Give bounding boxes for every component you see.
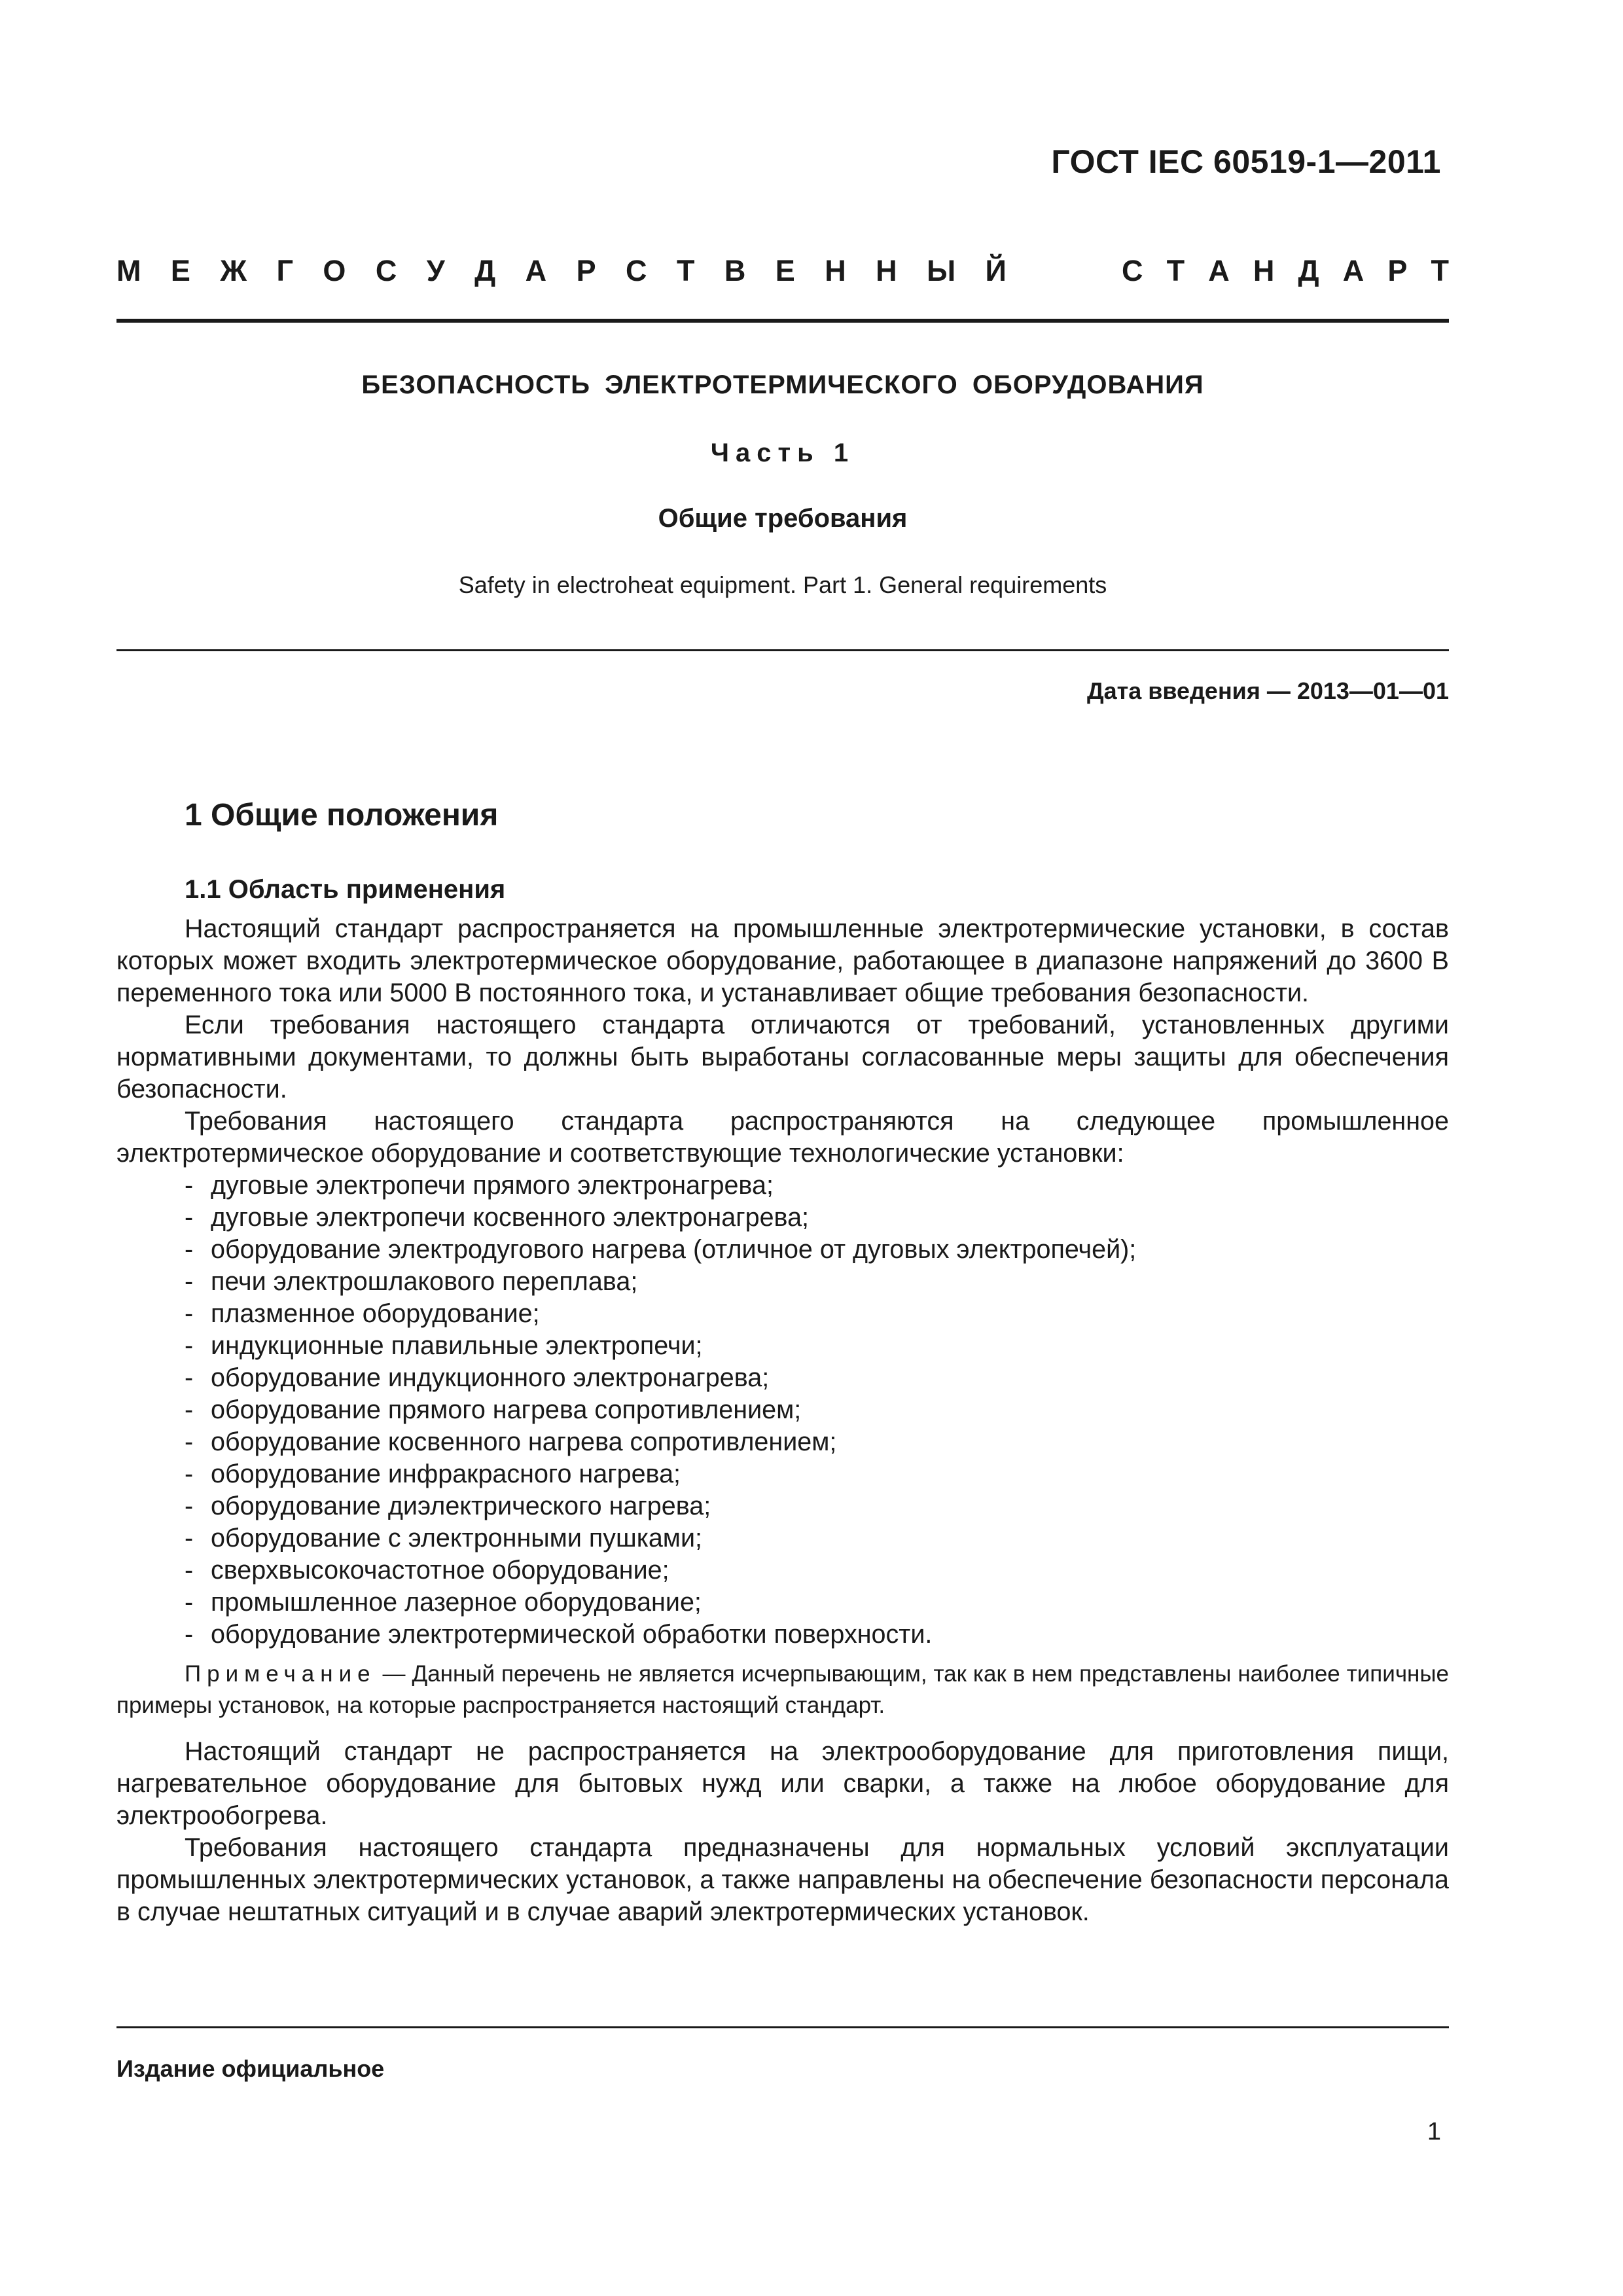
- paragraph: Требования настоящего стандарта распространяются на следующее промышленное электротермическое оборудование и соответствующие технологические установки:: [116, 1107, 1449, 1168]
- list-item-text: оборудование прямого нагрева сопротивлением;: [211, 1395, 802, 1424]
- section-heading: 1 Общие положения: [185, 798, 499, 833]
- interstate-word-1: М Е Ж Г О С У Д А Р С Т В Е Н Н Ы Й: [116, 254, 1007, 287]
- list-item-text: индукционные плавильные электропечи;: [211, 1331, 703, 1360]
- list-item: [185, 1522, 1449, 1554]
- list-marker: -: [185, 1395, 194, 1424]
- paragraph: Если требования настоящего стандарта отличаются от требований, установленных другими нормативными документами, то должны быть выработаны согласованные меры защиты для обеспечения безопасности.: [116, 1011, 1449, 1103]
- list-item-text: оборудование с электронными пушками;: [211, 1524, 703, 1552]
- list-marker: -: [185, 1171, 194, 1200]
- list-marker: -: [185, 1588, 194, 1617]
- footer-divider: [116, 2026, 1449, 2028]
- interstate-standard-heading: [116, 254, 1449, 288]
- note-text: — Данный перечень не является исчерпывающим, так как в нем представлены наиболее типичные примеры установок, на которые распространяется настоящий стандарт.: [116, 1661, 1449, 1718]
- list-item-text: промышленное лазерное оборудование;: [211, 1588, 702, 1617]
- list-item-text: сверхвысокочастотное оборудование;: [211, 1556, 669, 1585]
- list-item: [185, 1458, 1449, 1490]
- note: [116, 1659, 1449, 1721]
- list-marker: -: [185, 1299, 194, 1328]
- list-marker: -: [185, 1556, 194, 1585]
- list-item: [185, 1298, 1449, 1330]
- list-item: [185, 1234, 1449, 1266]
- document-title: БЕЗОПАСНОСТЬ ЭЛЕКТРОТЕРМИЧЕСКОГО ОБОРУДОВАНИЯ: [361, 370, 1204, 399]
- list-item: [185, 1362, 1449, 1394]
- list-marker: -: [185, 1427, 194, 1456]
- list-item: [185, 1490, 1449, 1522]
- document-body: [116, 913, 1449, 1928]
- document-subtitle: Общие требования: [658, 504, 908, 533]
- subsection-heading: 1.1 Область применения: [185, 875, 506, 904]
- list-item: [185, 1266, 1449, 1298]
- list-marker: -: [185, 1524, 194, 1552]
- edition-label: Издание официальное: [116, 2055, 385, 2082]
- list-marker: -: [185, 1235, 194, 1264]
- list-marker: -: [185, 1203, 194, 1232]
- list-item: [185, 1619, 1449, 1651]
- list-item: [185, 1394, 1449, 1426]
- list-item: [185, 1554, 1449, 1587]
- list-marker: -: [185, 1620, 194, 1649]
- part-label: Часть 1: [710, 439, 855, 467]
- interstate-word-2: С Т А Н Д А Р Т: [1122, 254, 1449, 287]
- list-item-text: плазменное оборудование;: [211, 1299, 540, 1328]
- list-item: [185, 1426, 1449, 1458]
- list-item-text: дуговые электропечи косвенного электронагрева;: [211, 1203, 810, 1232]
- paragraph: Требования настоящего стандарта предназначены для нормальных условий эксплуатации промышленных электротермических установок, а также направлены на обеспечение безопасности персонала в случае нештатных ситуаций и в случае аварий электротермических установок.: [116, 1833, 1449, 1926]
- list-item-text: дуговые электропечи прямого электронагрева;: [211, 1171, 774, 1200]
- english-title: Safety in electroheat equipment. Part 1. General requirements: [458, 571, 1107, 598]
- note-label: Примечание: [185, 1661, 376, 1687]
- equipment-list: [116, 1170, 1449, 1651]
- page-number: 1: [1427, 2118, 1441, 2145]
- list-item-text: оборудование индукционного электронагрева;: [211, 1363, 770, 1392]
- list-item-text: печи электрошлакового переплава;: [211, 1267, 638, 1296]
- paragraph: Настоящий стандарт не распространяется на электрооборудование для приготовления пищи, нагревательное оборудование для бытовых нужд или сварки, а также на любое оборудование для электрообогрева.: [116, 1737, 1449, 1830]
- list-item-text: оборудование инфракрасного нагрева;: [211, 1460, 681, 1488]
- list-item: [185, 1202, 1449, 1234]
- list-item: [185, 1170, 1449, 1202]
- standard-number: ГОСТ IEC 60519-1—2011: [1051, 143, 1441, 180]
- paragraph: Настоящий стандарт распространяется на промышленные электротермические установки, в состав которых может входить электротермическое оборудование, работающее в диапазоне напряжений до 3600 В переменного тока или 5000 В постоянного тока, и устанавливает общие требования безопасности.: [116, 914, 1449, 1007]
- list-item-text: оборудование электродугового нагрева (отличное от дуговых электропечей);: [211, 1235, 1137, 1264]
- introduction-date: Дата введения — 2013—01—01: [1086, 677, 1449, 704]
- list-item-text: оборудование косвенного нагрева сопротивлением;: [211, 1427, 837, 1456]
- list-marker: -: [185, 1267, 194, 1296]
- list-marker: -: [185, 1363, 194, 1392]
- list-item: [185, 1587, 1449, 1619]
- header-divider: [116, 319, 1449, 323]
- list-item: [185, 1330, 1449, 1362]
- title-divider: [116, 649, 1449, 651]
- list-marker: -: [185, 1460, 194, 1488]
- list-marker: -: [185, 1331, 194, 1360]
- list-item-text: оборудование диэлектрического нагрева;: [211, 1492, 711, 1520]
- list-item-text: оборудование электротермической обработки поверхности.: [211, 1620, 933, 1649]
- list-marker: -: [185, 1492, 194, 1520]
